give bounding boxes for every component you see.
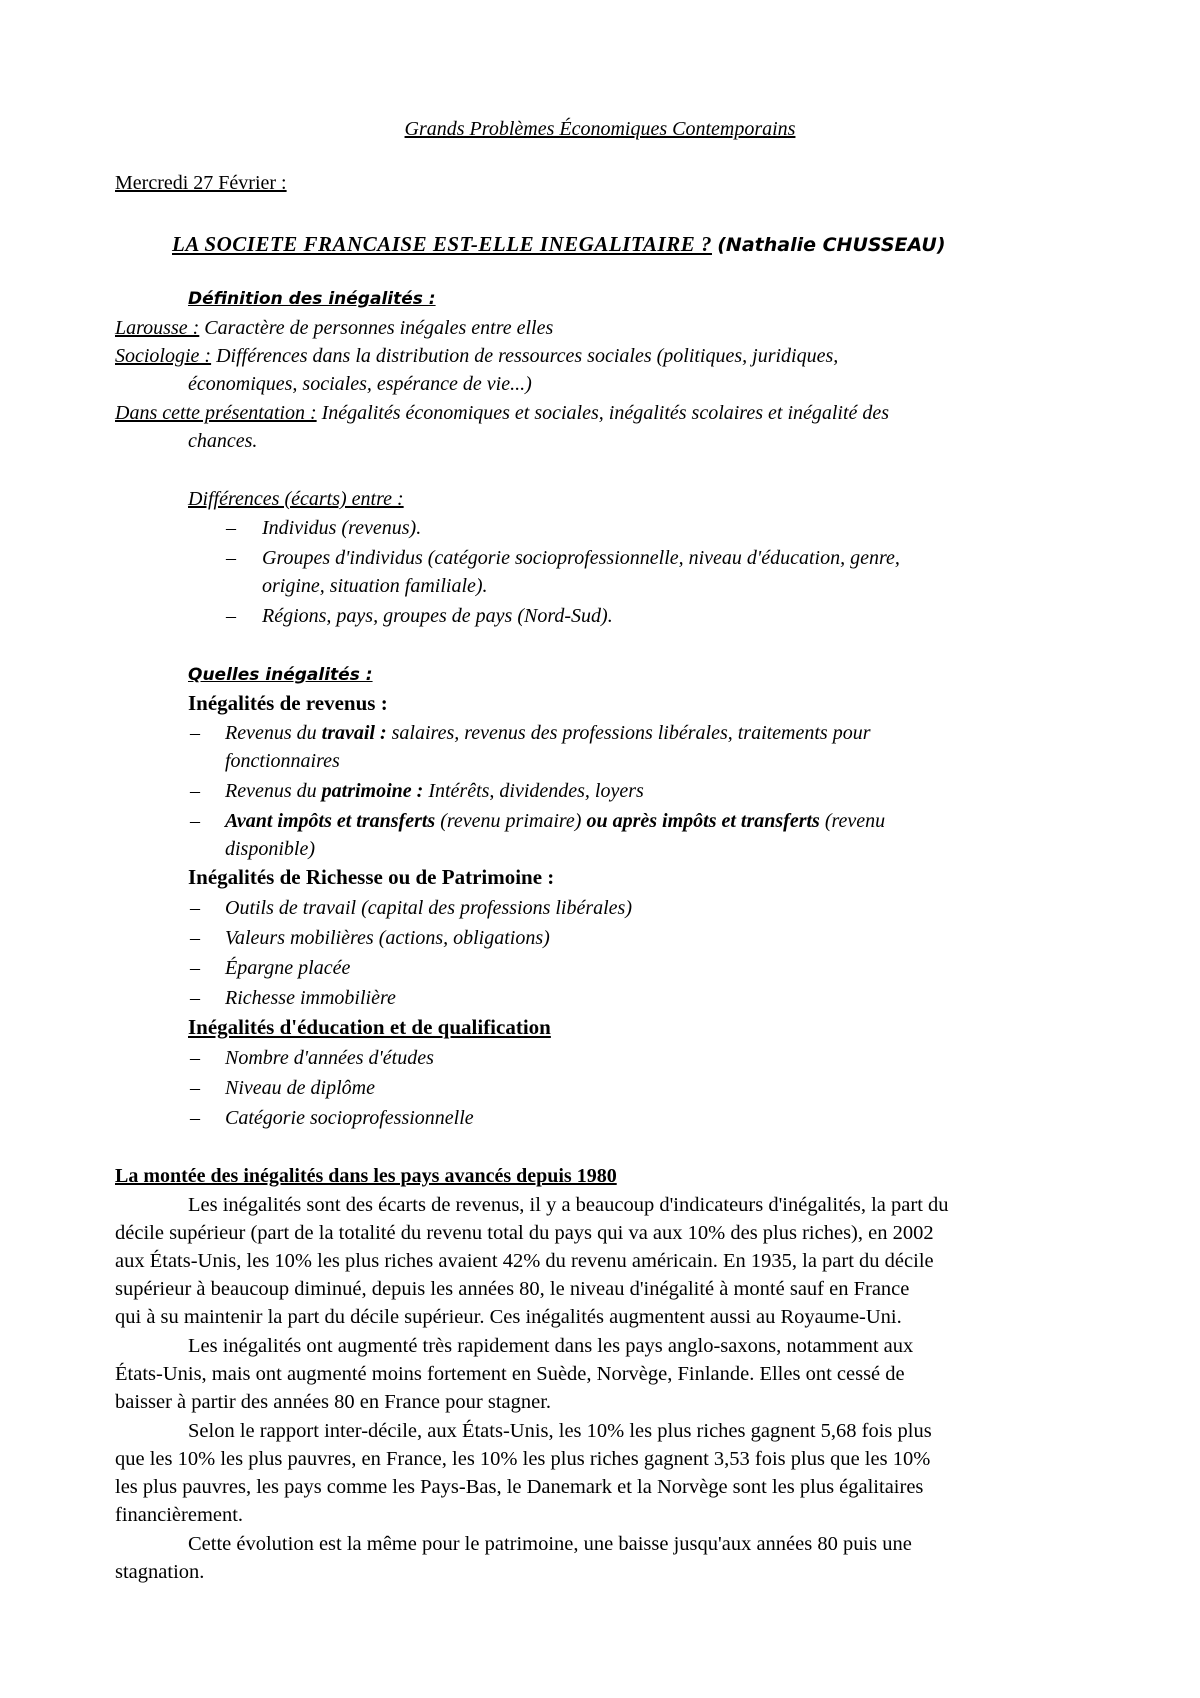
item-bold: patrimoine :	[321, 780, 424, 802]
def-label: Dans cette présentation :	[115, 402, 317, 424]
richesse-dash: –	[190, 897, 200, 919]
richesse-item: Valeurs mobilières (actions, obligations)	[225, 927, 550, 949]
main-title-author: (Nathalie CHUSSEAU)	[717, 234, 946, 256]
para1-line: aux États-Unis, les 10% les plus riches avaient 42% du revenu américain. En 1935, la part du décile	[115, 1250, 934, 1272]
def-text: Inégalités économiques et sociales, inégalités scolaires et inégalité des	[316, 402, 890, 424]
education-dash: –	[190, 1047, 200, 1069]
richesse-dash: –	[190, 987, 200, 1009]
richesse-dash: –	[190, 957, 200, 979]
date-line	[115, 170, 287, 196]
para3-line: financièrement.	[115, 1504, 244, 1526]
diff-item: Groupes d'individus (catégorie socioprofessionnelle, niveau d'éducation, genre,	[262, 547, 900, 569]
section2-heading: La montée des inégalités dans les pays avancés depuis 1980	[115, 1165, 617, 1187]
item-bold: ou après impôts et transferts	[586, 810, 820, 832]
para1-line: décile supérieur (part de la totalité du revenu total du pays qui va aux 10% des plus riches), en 2002	[115, 1222, 934, 1244]
para3-line: que les 10% les plus pauvres, en France, les 10% les plus riches gagnent 3,53 fois plus que les 10%	[115, 1448, 931, 1470]
education-item: Nombre d'années d'études	[225, 1047, 434, 1069]
item-bold: Avant impôts et transferts	[225, 810, 436, 832]
richesse-dash: –	[190, 927, 200, 949]
revenus-dash: –	[190, 722, 200, 744]
para2-line: Les inégalités ont augmenté très rapidement dans les pays anglo-saxons, notamment aux	[188, 1335, 914, 1357]
def-presentation-cont: chances.	[188, 430, 258, 452]
revenus-dash: –	[190, 780, 200, 802]
diff-item-cont: origine, situation familiale).	[262, 575, 488, 597]
para4-line: Cette évolution est la même pour le patrimoine, une baisse jusqu'aux années 80 puis une	[188, 1533, 912, 1555]
para1-line: Les inégalités sont des écarts de revenus, il y a beaucoup d'indicateurs d'inégalités, la part du	[188, 1194, 949, 1216]
main-title-text: LA SOCIETE FRANCAISE EST-ELLE INEGALITAIRE ?	[172, 232, 712, 256]
revenus-item-travail-cont: fonctionnaires	[225, 750, 340, 772]
richesse-item: Épargne placée	[225, 957, 351, 979]
para1-line: qui à su maintenir la part du décile supérieur. Ces inégalités augmentent aussi au Royaume-Uni.	[115, 1306, 902, 1328]
richesse-item: Outils de travail (capital des professions libérales)	[225, 897, 633, 919]
education-heading: Inégalités d'éducation et de qualification	[188, 1015, 551, 1039]
item-post: (revenu	[819, 810, 886, 832]
item-post: Intérêts, dividendes, loyers	[423, 780, 644, 802]
revenus-item-travail	[225, 720, 871, 746]
education-dash: –	[190, 1077, 200, 1099]
def-text: Différences dans la distribution de ressources sociales (politiques, juridiques,	[211, 345, 839, 367]
education-dash: –	[190, 1107, 200, 1129]
differences-heading: Différences (écarts) entre :	[188, 488, 404, 510]
quelles-heading: Quelles inégalités :	[188, 665, 373, 685]
item-pre: Revenus du	[225, 780, 322, 802]
para2-line: baisser à partir des années 80 en France pour stagner.	[115, 1391, 552, 1413]
para2-line: États-Unis, mais ont augmenté moins fortement en Suède, Norvège, Finlande. Elles ont cessé de	[115, 1363, 905, 1385]
def-label: Larousse :	[115, 317, 200, 339]
diff-item-dash: –	[226, 547, 236, 569]
richesse-item: Richesse immobilière	[225, 987, 396, 1009]
item-bold: travail :	[321, 722, 387, 744]
date-text: Mercredi 27 Février :	[115, 172, 287, 194]
def-label: Sociologie :	[115, 345, 212, 367]
def-presentation	[115, 400, 889, 426]
course-title: Grands Problèmes Économiques Contemporains	[404, 118, 796, 140]
def-larousse	[115, 315, 553, 341]
def-sociologie	[115, 343, 838, 369]
para3-line: les plus pauvres, les pays comme les Pays-Bas, le Danemark et la Norvège sont les plus égalitaires	[115, 1476, 924, 1498]
item-mid: (revenu primaire)	[435, 810, 587, 832]
item-post: salaires, revenus des professions libérales, traitements pour	[386, 722, 871, 744]
def-sociologie-cont: économiques, sociales, espérance de vie...)	[188, 373, 532, 395]
def-text: Caractère de personnes inégales entre elles	[199, 317, 554, 339]
para1-line: supérieur à beaucoup diminué, depuis les années 80, le niveau d'inégalité à monté sauf en France	[115, 1278, 910, 1300]
definition-heading: Définition des inégalités :	[188, 289, 436, 309]
diff-item: Individus (revenus).	[262, 517, 422, 539]
education-item: Catégorie socioprofessionnelle	[225, 1107, 474, 1129]
revenus-item-patrimoine	[225, 778, 644, 804]
diff-item-dash: –	[226, 517, 236, 539]
richesse-heading: Inégalités de Richesse ou de Patrimoine :	[188, 865, 555, 889]
para4-line: stagnation.	[115, 1561, 205, 1583]
revenus-dash: –	[190, 810, 200, 832]
diff-item: Régions, pays, groupes de pays (Nord-Sud).	[262, 605, 613, 627]
revenus-heading: Inégalités de revenus :	[188, 691, 388, 715]
diff-item-dash: –	[226, 605, 236, 627]
main-title	[172, 231, 946, 258]
para3-line: Selon le rapport inter-décile, aux États-Unis, les 10% les plus riches gagnent 5,68 fois plus	[188, 1420, 932, 1442]
education-item: Niveau de diplôme	[225, 1077, 375, 1099]
revenus-item-impots-cont: disponible)	[225, 838, 315, 860]
item-pre: Revenus du	[225, 722, 322, 744]
revenus-item-impots	[225, 808, 885, 834]
